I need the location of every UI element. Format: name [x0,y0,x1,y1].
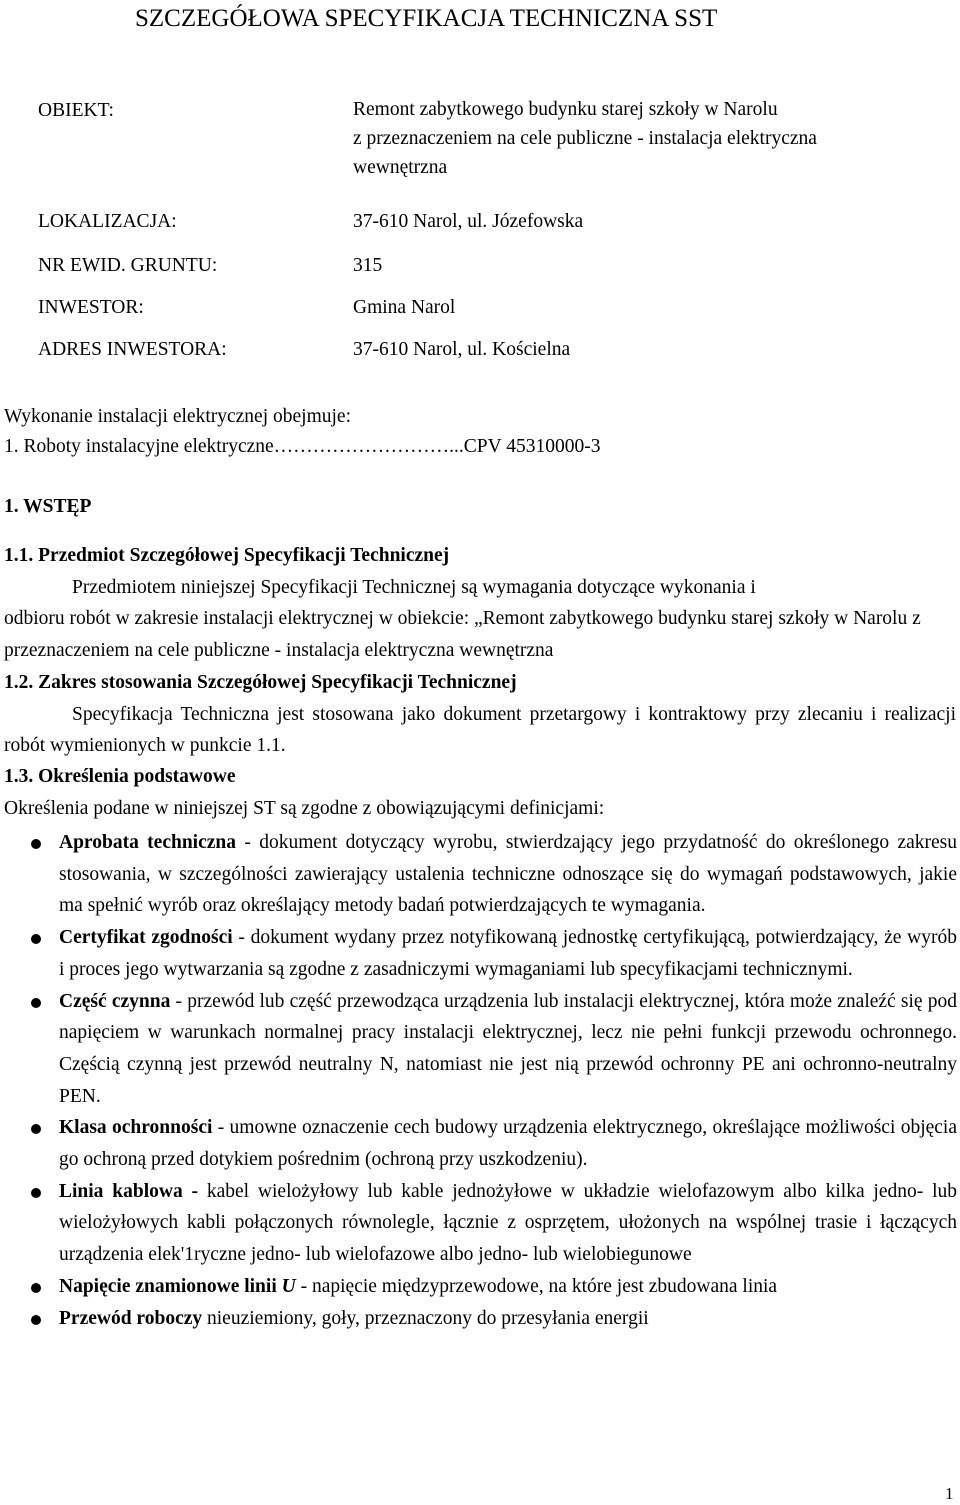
adres-label: ADRES INWESTORA: [38,339,227,360]
definition-text: - dokument dotyczący wyrobu, stwierdzający jego przydatność do określonego zakresu stosowania, w szczególności zawierający ustalenia techniczne odnoszące się do wymagań podstawowych, jakie ma spełnić wyrób oraz określający metody badań potwierdzających te wymagania. [59,832,958,917]
obiekt-line-1: Remont zabytkowego budynku starej szkoły w Narolu [353,99,778,120]
section-intro-heading: 1. WSTĘP [4,496,92,517]
definition-item [59,1271,957,1303]
definition-item [59,827,957,922]
lokalizacja-label: LOKALIZACJA: [38,211,177,232]
definition-term: Linia kablowa - [59,1180,199,1202]
adres-value: 37-610 Narol, ul. Kościelna [353,339,571,360]
scope-item: 1. Roboty instalacyjne elektryczne………………………...CPV 45310000-3 [4,436,601,457]
scope-heading: Wykonanie instalacji elektrycznej obejmuje: [4,406,351,427]
definition-text: - przewód lub część przewodząca urządzenia lub instalacji elektrycznej, która może znaleźć się pod napięciem w warunkach normalnej pracy instalacji elektrycznej, lecz nie pełni funkcji przewodu ochronnego. Częścią czynną jest przewód neutralny N, natomiast nie jest nią przewód ochronny PE ani ochronno-neutralny PEN. [59,990,957,1107]
definitions-list [59,827,957,1334]
inwestor-value: Gmina Narol [353,297,456,318]
definition-item [59,986,957,1113]
section-1-3-heading: 1.3. Określenia podstawowe [4,766,236,787]
page-number: 1 [945,1484,954,1503]
definition-term: Aprobata techniczna [59,832,237,853]
definition-text: - napięcie międzyprzewodowe, na które jest zbudowana linia [295,1275,778,1297]
obiekt-line-2: z przeznaczeniem na cele publiczne - instalacja elektryczna [353,128,817,149]
definition-term: Przewód roboczy [59,1307,203,1329]
definition-term: Certyfikat zgodności [59,927,233,949]
definition-text: nieuziemiony, goły, przeznaczony do przesyłania energii [202,1307,649,1329]
section-1-1 [4,540,956,762]
definition-term: Część czynna [59,990,171,1012]
section-1-2-text: Specyfikacja Techniczna jest stosowana jako dokument przetargowy i kontraktowy przy zlecaniu i realizacji robót wymienionych w punkcie 1.1. [4,703,956,757]
definition-item [59,922,957,985]
section-1-1-heading: 1.1. Przedmiot Szczegółowej Specyfikacji Technicznej [4,545,450,566]
definition-symbol: U [281,1275,296,1297]
document-title: SZCZEGÓŁOWA SPECYFIKACJA TECHNICZNA SST [135,5,718,32]
definition-term: Napięcie znamionowe linii [59,1275,277,1297]
definition-item [59,1112,957,1175]
obiekt-line-3: wewnętrzna [353,157,448,178]
definition-text: - dokument wydany przez notyfikowaną jednostkę certyfikującą, potwierdzający, że wyrób i proces jego wytwarzania są zgodne z zasadniczymi wymaganiami lub specyfikacjami technicznymi. [59,927,957,980]
definition-text: kabel wielożyłowy lub kable jednożyłowe w układzie wielofazowym albo kilka jedno- lub wielożyłowych kabli połączonych równolegle, łącznie z osprzętem, ułożonych na wspólnej trasie i łączących urządzenia elek'1ryczne jedno- lub wielofazowe albo jedno- lub wielobiegunowe [59,1180,957,1266]
definition-item [59,1303,957,1335]
definition-term: Klasa ochronności [59,1117,213,1139]
section-1-3-intro: Określenia podane w niniejszej ST są zgodne z obowiązującymi definicjami: [4,798,605,819]
lokalizacja-value: 37-610 Narol, ul. Józefowska [353,211,584,232]
inwestor-label: INWESTOR: [38,297,144,318]
obiekt-value [353,95,817,182]
obiekt-label: OBIEKT: [38,100,114,121]
section-1-1-text: odbioru robót w zakresie instalacji elektrycznej w obiekcie: „Remont zabytkowego budynku starej szkoły w Narolu z przeznaczeniem na cele publiczne - instalacja elektryczna wewnętrzna [4,608,921,662]
definition-item [59,1176,957,1271]
grunt-value: 315 [353,255,383,276]
definition-text: - umowne oznaczenie cech budowy urządzenia elektrycznego, określające możliwości objęcia go ochroną przed dotykiem pośrednim (ochroną przy uszkodzeniu). [59,1117,957,1171]
grunt-label: NR EWID. GRUNTU: [38,255,218,276]
section-1-2-heading: 1.2. Zakres stosowania Szczegółowej Specyfikacji Technicznej [4,671,517,693]
section-1-1-first-line: Przedmiotem niniejszej Specyfikacji Technicznej są wymagania dotyczące wykonania i [72,576,756,598]
